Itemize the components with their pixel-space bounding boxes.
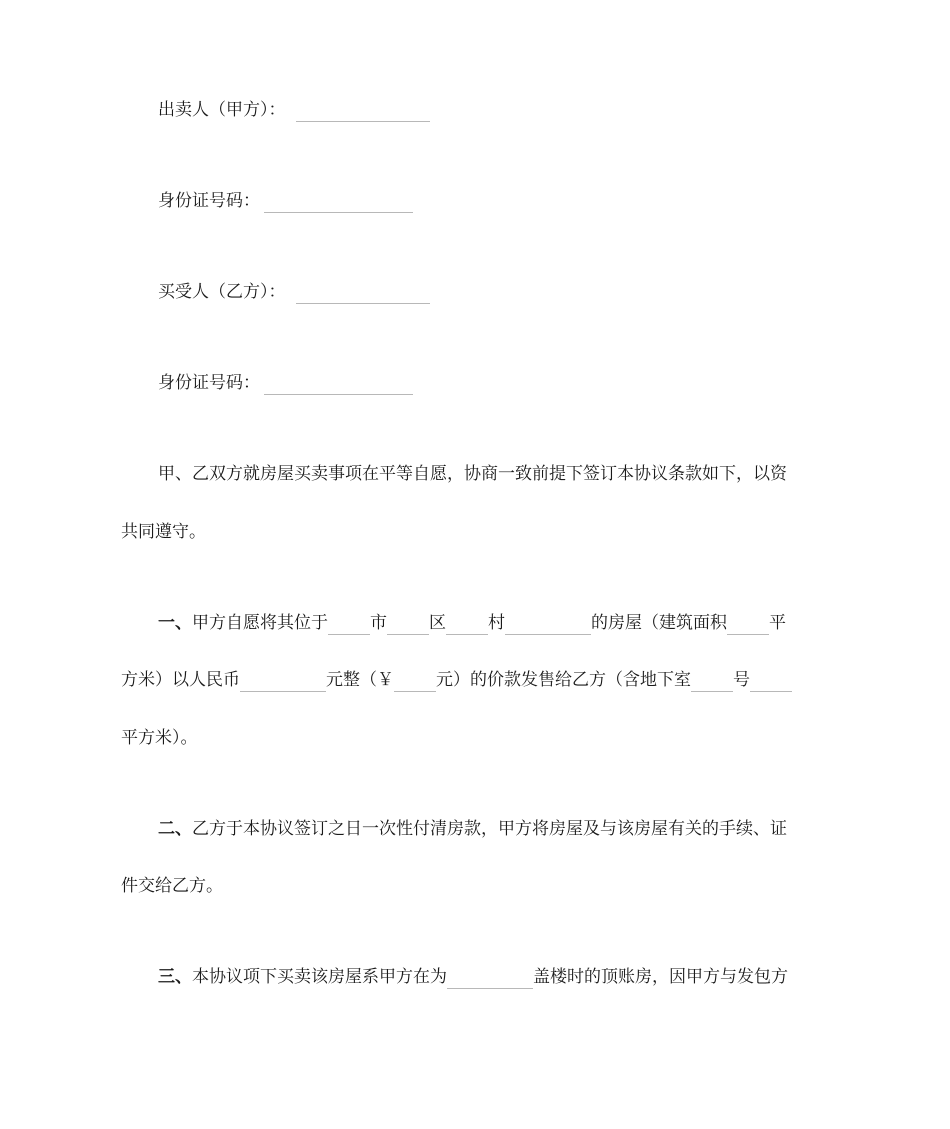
basement-number-blank[interactable] (691, 673, 733, 692)
clause-1-city: 市 (370, 613, 387, 633)
seller-row (158, 98, 430, 122)
clause-1-line2-a: 方米）以人民币 (121, 670, 240, 690)
buyer-row (158, 280, 430, 304)
clause-1-line-2 (121, 668, 792, 692)
clause-1-ping: 平 (769, 613, 786, 633)
clause-1-yuan-zheng: 元整（￥ (326, 670, 394, 690)
buyer-label: 买受人（乙方）： (158, 282, 286, 302)
seller-id-label: 身份证号码： (158, 191, 260, 211)
clause-2-line-1 (158, 817, 787, 841)
price-words-blank[interactable] (240, 673, 326, 692)
buyer-blank[interactable] (296, 285, 430, 304)
project-blank[interactable] (447, 970, 533, 989)
seller-id-blank[interactable] (264, 194, 413, 213)
clause-1-yuan-b: 元）的价款发售给乙方（含地下室 (436, 670, 691, 690)
clause-1-village: 村 (488, 613, 505, 633)
clause-3-text-a: 本协议项下买卖该房屋系甲方在为 (192, 967, 447, 987)
clause-1-house: 的房屋（建筑面积 (591, 613, 727, 633)
village-blank[interactable] (446, 616, 488, 635)
clause-1-line-1 (158, 611, 786, 635)
clause-1-district: 区 (429, 613, 446, 633)
seller-label: 出卖人（甲方）： (158, 100, 286, 120)
clause-1-hao: 号 (733, 670, 750, 690)
intro-line-1: 甲、乙双方就房屋买卖事项在平等自愿，协商一致前提下签订本协议条款如下，以资 (158, 464, 787, 484)
intro-line-2: 共同遵守。 (121, 522, 206, 542)
clause-3-number: 三、 (158, 967, 192, 987)
basement-area-blank[interactable] (750, 673, 792, 692)
buyer-id-label: 身份证号码： (158, 373, 260, 393)
clause-2-line-2: 件交给乙方。 (121, 876, 223, 896)
clause-3-text-b: 盖楼时的顶账房，因甲方与发包方 (533, 967, 788, 987)
clause-2-text: 乙方于本协议签订之日一次性付清房款，甲方将房屋及与该房屋有关的手续、证 (192, 819, 787, 839)
buyer-id-blank[interactable] (264, 376, 413, 395)
price-number-blank[interactable] (394, 673, 436, 692)
buyer-id-row (158, 371, 413, 395)
clause-1-text-a: 甲方自愿将其位于 (192, 613, 328, 633)
area-blank[interactable] (727, 616, 769, 635)
house-blank[interactable] (505, 616, 591, 635)
seller-id-row (158, 189, 413, 213)
clause-1-number: 一、 (158, 613, 192, 633)
clause-3-line-1 (158, 965, 788, 989)
district-blank[interactable] (387, 616, 429, 635)
clause-2-number: 二、 (158, 819, 192, 839)
clause-1-line-3: 平方米）。 (121, 728, 198, 748)
seller-blank[interactable] (296, 103, 430, 122)
city-blank[interactable] (328, 616, 370, 635)
